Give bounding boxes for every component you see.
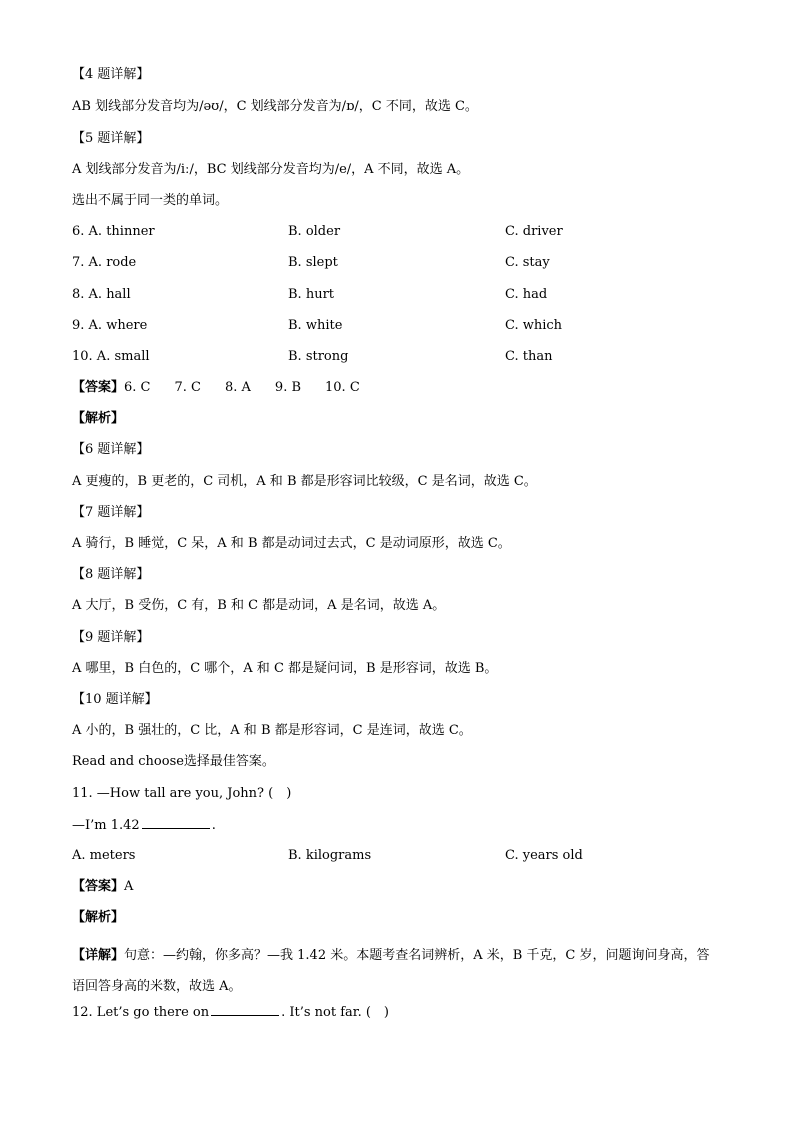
answer-value: A	[124, 879, 134, 894]
q10-detail-header: 【10 题详解】	[72, 692, 158, 707]
option-b: B. older	[288, 224, 341, 239]
answer-item: 10. C	[325, 380, 360, 395]
q11-response-end: .	[211, 818, 216, 833]
q11-analysis-label: 【解析】	[72, 910, 125, 925]
option-c: C. which	[505, 318, 563, 333]
detail-label: 【详解】	[72, 948, 125, 963]
option-b: B. hurt	[288, 287, 335, 302]
section-title-odd-one-out: 选出不属于同一类的单词。	[72, 193, 229, 208]
option-b: B. kilograms	[288, 848, 372, 863]
q5-detail-header: 【5 题详解】	[72, 131, 150, 146]
q9-detail-header: 【9 题详解】	[72, 630, 150, 645]
option-b: B. slept	[288, 255, 338, 270]
option-a: A. meters	[72, 848, 136, 863]
q12-stem-text: 12. Let’s go there on	[72, 1005, 210, 1020]
answer-item: 8. A	[224, 380, 251, 395]
q11-response-text: —I’m 1.42	[72, 818, 140, 833]
option-a: 8. A. hall	[72, 287, 131, 302]
q4-detail-header: 【4 题详解】	[72, 67, 150, 82]
answer-item: 7. C	[174, 380, 201, 395]
q11-stem: 11. —How tall are you, John? ( )	[72, 786, 292, 801]
answer-line	[72, 379, 732, 397]
q12-stem	[72, 1003, 732, 1022]
option-c: C. than	[505, 349, 553, 364]
section-title-read-and-choose: Read and choose选择最佳答案。	[72, 754, 275, 769]
analysis-label: 【解析】	[72, 411, 125, 426]
q8-detail-header: 【8 题详解】	[72, 567, 150, 582]
answer-item: 6. C	[124, 380, 151, 395]
q7-detail-header: 【7 题详解】	[72, 505, 150, 520]
q4-explanation: AB 划线部分发音均为/əʊ/，C 划线部分发音为/ɒ/，C 不同，故选 C。	[72, 99, 478, 114]
q8-explanation: A 大厅，B 受伤，C 有，B 和 C 都是动词，A 是名词，故选 A。	[72, 598, 446, 613]
q6-detail-header: 【6 题详解】	[72, 442, 150, 457]
q12-stem-end: . It’s not far. ( )	[281, 1005, 389, 1020]
option-a: 6. A. thinner	[72, 224, 155, 239]
option-a: 7. A. rode	[72, 255, 137, 270]
q9-explanation: A 哪里，B 白色的，C 哪个，A 和 C 都是疑问词，B 是形容词，故选 B。	[72, 661, 498, 676]
option-b: B. strong	[288, 349, 349, 364]
q11-detail	[72, 940, 712, 1002]
option-a: 10. A. small	[72, 349, 150, 364]
answer-blank	[211, 1003, 279, 1016]
option-c: C. had	[505, 287, 548, 302]
option-b: B. white	[288, 318, 343, 333]
q10-explanation: A 小的，B 强壮的，C 比，A 和 B 都是形容词，C 是连词，故选 C。	[72, 723, 472, 738]
option-a: 9. A. where	[72, 318, 148, 333]
answer-label: 【答案】	[72, 879, 125, 894]
q6-explanation: A 更瘦的，B 更老的，C 司机，A 和 B 都是形容词比较级，C 是名词，故选 C。	[72, 474, 537, 489]
option-c: C. years old	[505, 848, 583, 863]
option-c: C. driver	[505, 224, 563, 239]
answer-label: 【答案】	[72, 380, 125, 395]
detail-text: 句意：—约翰，你多高？—我 1.42 米。本题考查名词辨析，A 米，B 千克，C 岁，问题询问身高，答语回答身高的米数，故选 A。	[72, 948, 710, 994]
q5-explanation: A 划线部分发音为/iː/，BC 划线部分发音均为/e/，A 不同，故选 A。	[72, 162, 470, 177]
option-c: C. stay	[505, 255, 550, 270]
answer-item: 9. B	[274, 380, 302, 395]
q7-explanation: A 骑行，B 睡觉，C 呆，A 和 B 都是动词过去式，C 是动词原形，故选 C。	[72, 536, 511, 551]
answer-blank	[142, 816, 210, 829]
q11-answer-line	[72, 878, 732, 896]
q11-response	[72, 816, 732, 835]
